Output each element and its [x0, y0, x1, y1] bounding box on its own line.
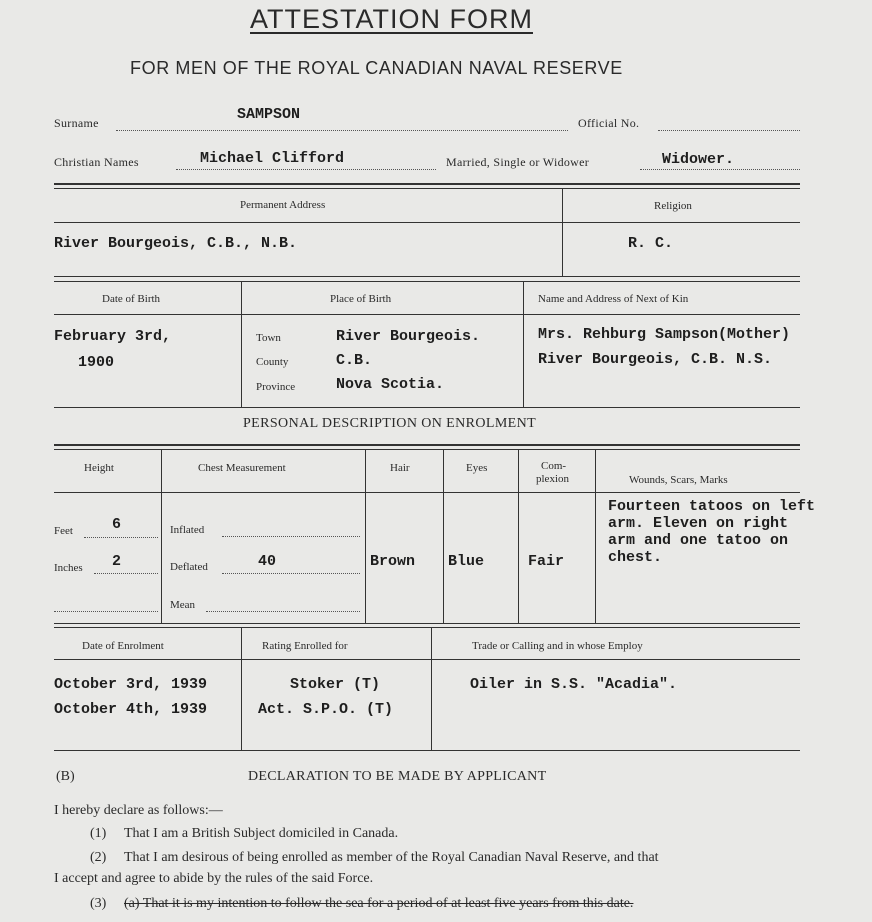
pob-label: Place of Birth: [330, 293, 392, 305]
province-label: Province: [256, 381, 296, 393]
feet-value: 6: [112, 516, 122, 533]
wounds-label: Wounds, Scars, Marks: [629, 474, 728, 486]
surname-line: [116, 130, 568, 131]
wounds-line1: Fourteen tatoos on left: [608, 498, 816, 515]
form-title: ATTESTATION FORM: [250, 4, 533, 34]
declaration-item2-line2: I accept and agree to abide by the rules of the said Force.: [54, 871, 374, 886]
christian-names-label: Christian Names: [54, 155, 139, 169]
declaration-item1-text: That I am a British Subject domiciled in Canada.: [124, 826, 399, 841]
wounds-line3: arm and one tatoo on: [608, 532, 789, 549]
surname-value: SAMPSON: [237, 106, 301, 123]
enrolment-date-line2: October 4th, 1939: [54, 701, 208, 718]
wounds-line2: arm. Eleven on right: [608, 515, 789, 532]
form-subtitle: FOR MEN OF THE ROYAL CANADIAN NAVAL RESERVE: [130, 58, 623, 78]
province-value: Nova Scotia.: [336, 376, 445, 393]
christian-names-value: Michael Clifford: [200, 150, 345, 167]
hair-label: Hair: [390, 462, 410, 474]
next-of-kin-line1: Mrs. Rehburg Sampson(Mother): [538, 326, 791, 343]
rating-line1: Stoker (T): [290, 676, 381, 693]
personal-description-title: PERSONAL DESCRIPTION ON ENROLMENT: [243, 416, 537, 431]
rating-label: Rating Enrolled for: [262, 640, 348, 652]
chest-measurement-label: Chest Measurement: [198, 462, 286, 474]
trade-value: Oiler in S.S. "Acadia".: [470, 676, 678, 693]
rating-line2: Act. S.P.O. (T): [258, 701, 394, 718]
permanent-address-value: River Bourgeois, C.B., N.B.: [54, 235, 298, 252]
declaration-intro: I hereby declare as follows:—: [54, 803, 223, 818]
religion-value: R. C.: [628, 235, 674, 252]
marital-status-line: [640, 169, 800, 170]
surname-label: Surname: [54, 116, 99, 130]
dob-value-line2: 1900: [78, 354, 115, 371]
declaration-item3-number: (3): [90, 896, 107, 911]
mean-label: Mean: [170, 599, 196, 611]
permanent-address-label: Permanent Address: [240, 199, 326, 211]
declaration-item2-line1: That I am desirous of being enrolled as member of the Royal Canadian Naval Reserve, and that: [124, 850, 659, 865]
religion-label: Religion: [654, 200, 692, 212]
next-of-kin-line2: River Bourgeois, C.B. N.S.: [538, 351, 773, 368]
eyes-value: Blue: [448, 553, 485, 570]
wounds-line4: chest.: [608, 549, 663, 566]
marital-status-label: Married, Single or Widower: [446, 155, 590, 169]
county-value: C.B.: [336, 352, 373, 369]
declaration-title: DECLARATION TO BE MADE BY APPLICANT: [248, 769, 547, 784]
county-label: County: [256, 356, 289, 368]
official-no-line: [658, 130, 800, 131]
deflated-label: Deflated: [170, 561, 208, 573]
deflated-value: 40: [258, 553, 277, 570]
height-label: Height: [84, 462, 114, 474]
official-no-label: Official No.: [578, 116, 640, 130]
complexion-label-1: Com-: [541, 460, 567, 472]
declaration-item3-text: (a) That it is my intention to follow the sea for a period of at least five years from this date.: [124, 896, 634, 911]
enrolment-date-line1: October 3rd, 1939: [54, 676, 208, 693]
hair-value: Brown: [370, 553, 416, 570]
complexion-value: Fair: [528, 553, 565, 570]
declaration-item2-number: (2): [90, 850, 107, 865]
eyes-label: Eyes: [466, 462, 488, 474]
inflated-label: Inflated: [170, 524, 205, 536]
inches-label: Inches: [54, 562, 83, 574]
trade-label: Trade or Calling and in whose Employ: [472, 640, 643, 652]
next-of-kin-label: Name and Address of Next of Kin: [538, 293, 689, 305]
dob-value-line1: February 3rd,: [54, 328, 172, 345]
christian-names-line: [176, 169, 436, 170]
dob-label: Date of Birth: [102, 293, 161, 305]
feet-label: Feet: [54, 525, 73, 537]
complexion-label-2: plexion: [536, 473, 569, 485]
marital-status-value: Widower.: [662, 151, 735, 168]
town-label: Town: [256, 332, 281, 344]
date-of-enrolment-label: Date of Enrolment: [82, 640, 164, 652]
declaration-item1-number: (1): [90, 826, 107, 841]
section-b-marker: (B): [56, 769, 75, 784]
town-value: River Bourgeois.: [336, 328, 481, 345]
inches-value: 2: [112, 553, 122, 570]
